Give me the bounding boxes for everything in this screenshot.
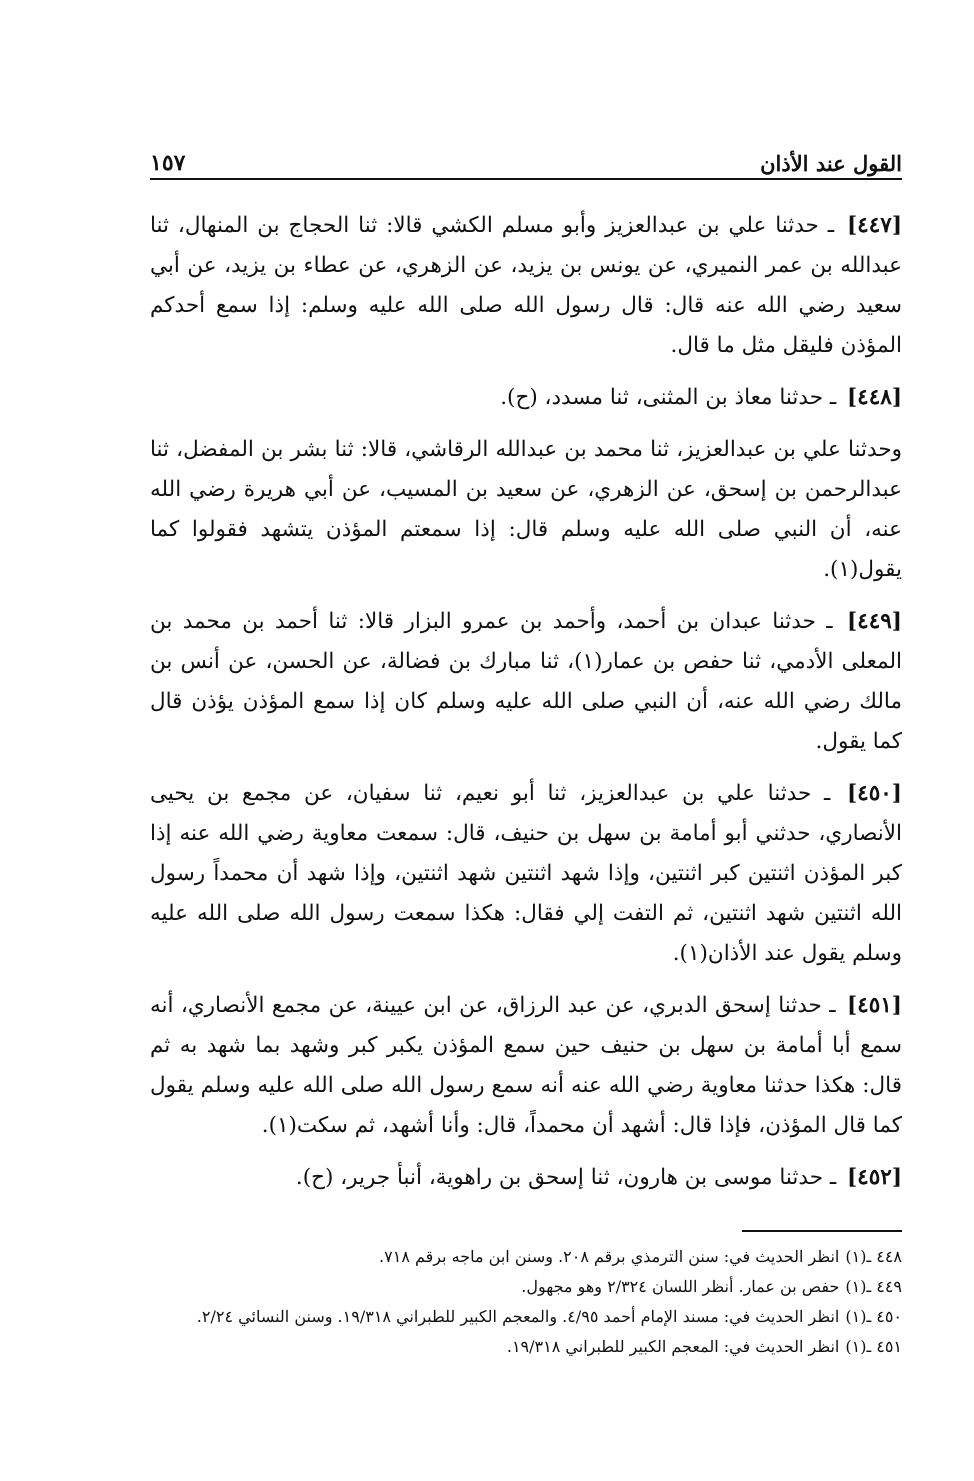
footnote-text: انظر الحديث في: مسند الإمام أحمد ٤/٩٥. والمعجم الكبير للطبراني ١٩/٣١٨. وسنن النسائي ٢/٢٤. — [196, 1307, 840, 1326]
hadith-text: وحدثنا علي بن عبدالعزيز، ثنا محمد بن عبدالله الرقاشي، قالا: ثنا بشر بن المفضل، ثنا عبدالرحمن بن إسحق، عن الزهري، عن سعيد بن المسيب، عن أبي هريرة رضي الله عنه، أن النبي صلى الله عليه وسلم قال: إذا سمعتم المؤذن يتشهد فقولوا كما يقول(١). — [150, 437, 902, 582]
footnote — [150, 1302, 902, 1332]
hadith-text: ـ حدثنا علي بن عبدالعزيز، ثنا أبو نعيم، ثنا سفيان، عن مجمع بن يحيى الأنصاري، حدثني أبو أمامة بن سهل بن حنيف، قال: سمعت معاوية رضي الله عنه إذا كبر المؤذن اثنتين كبر اثنتين، وإذا شهد اثنتين شهد اثنتين، وإذا شهد أن محمداً رسول الله اثنتين شهد اثنتين، ثم التفت إلي فقال: هكذا سمعت رسول الله صلى الله عليه وسلم يقول عند الأذان(١). — [150, 781, 902, 966]
page-header — [150, 140, 902, 180]
hadith-text: ـ حدثنا علي بن عبدالعزيز وأبو مسلم الكشي قالا: ثنا الحجاج بن المنهال، ثنا عبدالله بن عمر النميري، عن يونس بن يزيد، عن الزهري، عن عطاء بن يزيد، عن أبي سعيد رضي الله عنه قال: قال رسول الله صلى الله عليه وسلم: إذا سمع أحدكم المؤذن فليقل مثل ما قال. — [150, 213, 903, 358]
footnote-divider — [742, 1230, 902, 1232]
footnote-ref: ٤٥٠ ـ(١) — [845, 1307, 902, 1326]
hadith-number: [٤٥٠] — [846, 781, 902, 806]
hadith-number: [٤٥١] — [846, 993, 902, 1018]
hadith-paragraph — [150, 206, 902, 366]
footnote-text: حفص بن عمار. أنظر اللسان ٢/٣٢٤ وهو مجهول. — [521, 1277, 840, 1296]
hadith-text: ـ حدثنا إسحق الدبري، عن عبد الرزاق، عن ابن عيينة، عن مجمع الأنصاري، أنه سمع أبا أمامة بن سهل بن حنيف حين سمع المؤذن يكبر كبر وشهد بما شهد به ثم قال: هكذا حدثنا معاوية رضي الله عنه أنه سمع رسول الله صلى الله عليه وسلم يقول كما قال المؤذن، فإذا قال: أشهد أن محمداً، قال: وأنا أشهد، ثم سكت(١). — [150, 993, 902, 1138]
footnote-ref: ٤٤٩ ـ(١) — [845, 1277, 902, 1296]
hadith-text: ـ حدثنا معاذ بن المثنى، ثنا مسدد، (ح). — [500, 385, 837, 410]
hadith-paragraph — [150, 774, 902, 974]
hadith-paragraph — [150, 986, 902, 1146]
footnote — [150, 1242, 902, 1272]
page-number: ١٥٧ — [150, 150, 186, 176]
footnotes — [150, 1242, 902, 1362]
footnote-ref: ٤٤٨ ـ(١) — [845, 1247, 902, 1266]
hadith-number: [٤٤٩] — [846, 609, 902, 634]
hadith-text: ـ حدثنا موسى بن هارون، ثنا إسحق بن راهوية، أنبأ جرير، (ح). — [295, 1165, 837, 1190]
footnote-ref: ٤٥١ ـ(١) — [845, 1337, 902, 1356]
hadith-paragraph — [150, 602, 902, 762]
hadith-paragraph — [150, 378, 902, 418]
hadith-text: ـ حدثنا عبدان بن أحمد، وأحمد بن عمرو البزار قالا: ثنا أحمد بن محمد بن المعلى الأدمي، ثنا حفص بن عمار(١)، ثنا مبارك بن فضالة، عن الحسن، عن أنس بن مالك رضي الله عنه، أن النبي صلى الله عليه وسلم كان إذا سمع المؤذن يؤذن قال كما يقول. — [150, 609, 902, 754]
footnote — [150, 1272, 902, 1302]
footnote-text: انظر الحديث في: المعجم الكبير للطبراني ١٩/٣١٨. — [506, 1337, 840, 1356]
hadith-paragraph — [150, 430, 902, 590]
hadith-number: [٤٤٨] — [846, 385, 902, 410]
page — [150, 140, 902, 1362]
running-title: القول عند الأذان — [760, 151, 902, 176]
hadith-number: [٤٥٢] — [846, 1165, 902, 1190]
footnote-text: انظر الحديث في: سنن الترمذي برقم ٢٠٨. وسنن ابن ماجه برقم ٧١٨. — [379, 1247, 840, 1266]
hadith-number: [٤٤٧] — [846, 213, 902, 238]
hadith-paragraph — [150, 1158, 902, 1198]
footnote — [150, 1332, 902, 1362]
body-text — [150, 206, 902, 1198]
